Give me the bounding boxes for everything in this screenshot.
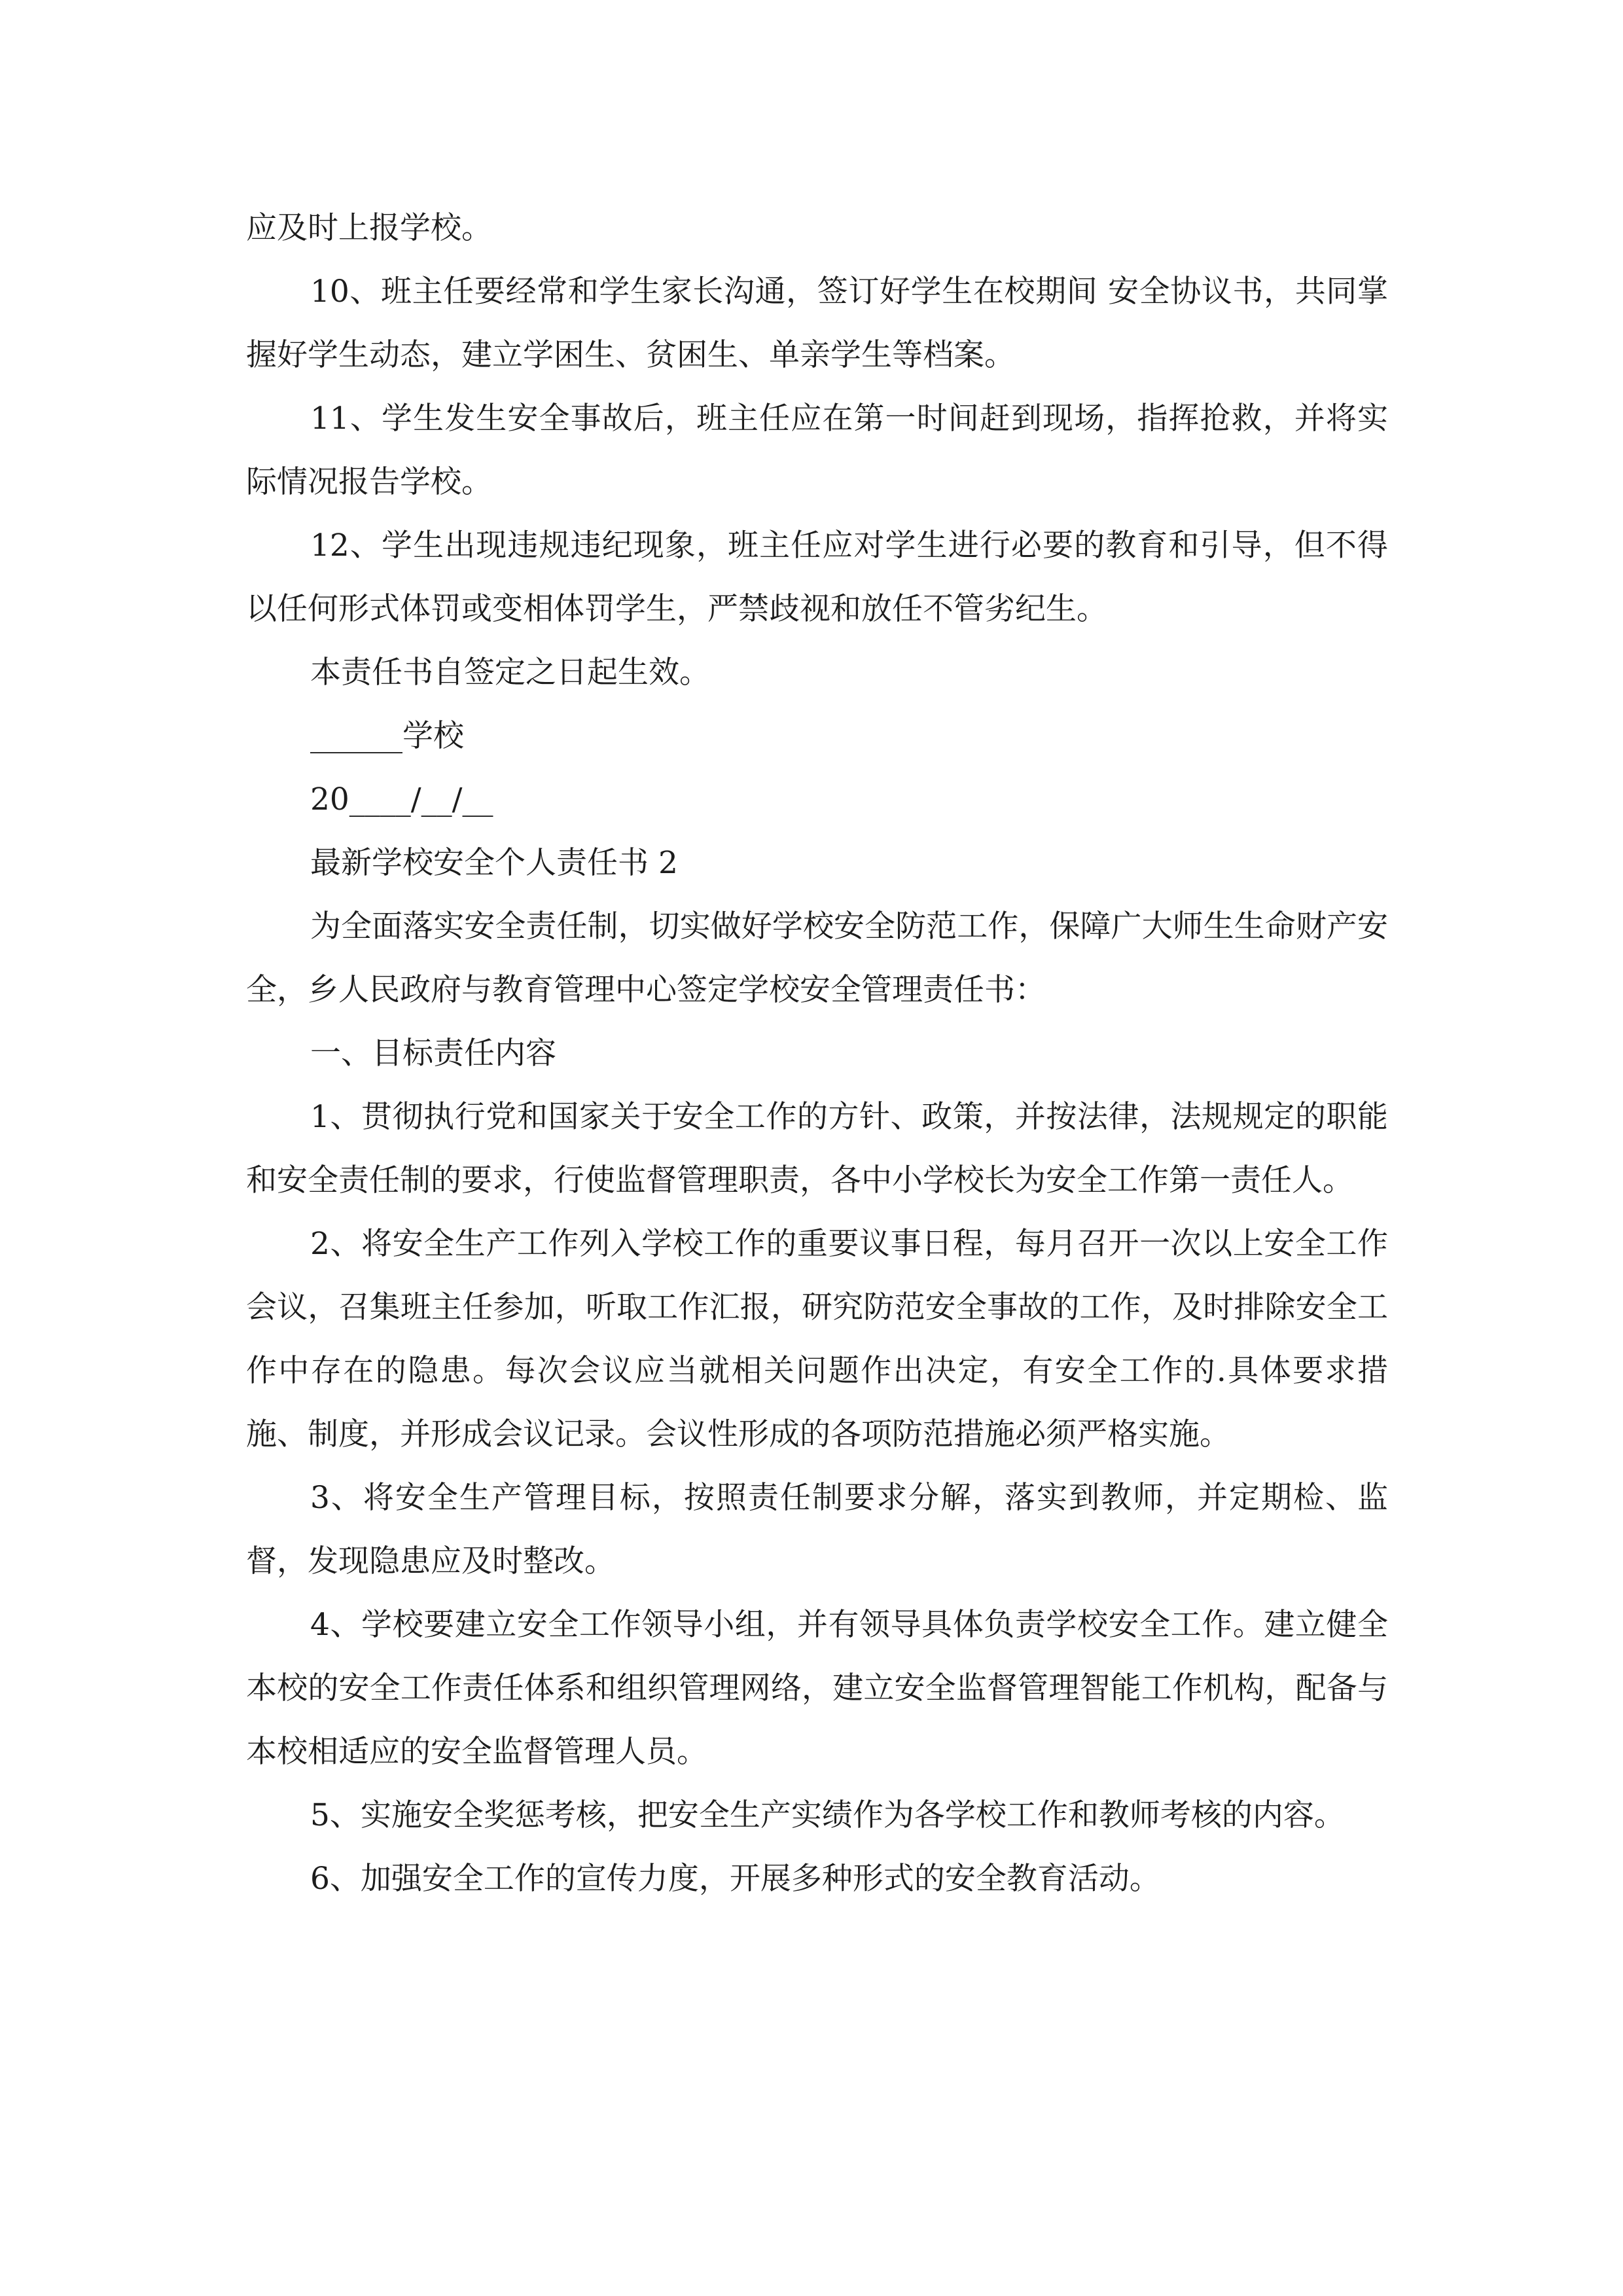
document-body [246,196,1388,1910]
paragraph-continuation: 应及时上报学校。 [246,210,492,246]
paragraph-goal-3: 3、将安全生产管理目标，按照责任制要求分解，落实到教师，并定期检、监督，发现隐患应及时整改。 [246,1480,1388,1579]
paragraph-effective-clause: 本责任书自签定之日起生效。 [310,655,710,691]
signature-date-line: 20____/__/__ [310,781,493,817]
paragraph-item-12: 12、学生出现违规违纪现象，班主任应对学生进行必要的教育和引导，但不得以任何形式体罚或变相体罚学生，严禁歧视和放任不管劣纪生。 [246,528,1388,627]
section-heading-document-2: 最新学校安全个人责任书 2 [310,845,678,881]
signature-school-line: ______学校 [310,718,464,754]
paragraph-goal-1: 1、贯彻执行党和国家关于安全工作的方针、政策，并按法律，法规规定的职能和安全责任制的要求，行使监督管理职责，各中小学校长为安全工作第一责任人。 [246,1099,1388,1198]
paragraph-item-10: 10、班主任要经常和学生家长沟通，签订好学生在校期间 安全协议书，共同掌握好学生动态，建立学困生、贫困生、单亲学生等档案。 [246,274,1388,373]
paragraph-goal-2: 2、将安全生产工作列入学校工作的重要议事日程，每月召开一次以上安全工作会议，召集班主任参加，听取工作汇报，研究防范安全事故的工作，及时排除安全工作中存在的隐患。每次会议应当就相关问题作出决定，有安全工作的.具体要求措施、制度，并形成会议记录。会议性形成的各项防范措施必须严格实施。 [246,1226,1388,1452]
paragraph-goal-4: 4、学校要建立安全工作领导小组，并有领导具体负责学校安全工作。建立健全本校的安全工作责任体系和组织管理网络，建立安全监督管理智能工作机构，配备与本校相适应的安全监督管理人员。 [246,1607,1388,1770]
paragraph-intro: 为全面落实安全责任制，切实做好学校安全防范工作，保障广大师生生命财产安全，乡人民政府与教育管理中心签定学校安全管理责任书： [246,908,1388,1008]
paragraph-item-11: 11、学生发生安全事故后，班主任应在第一时间赶到现场，指挥抢救，并将实际情况报告学校。 [246,401,1388,500]
paragraph-goal-6: 6、加强安全工作的宣传力度，开展多种形式的安全教育活动。 [310,1861,1160,1897]
section-heading-goals: 一、目标责任内容 [310,1035,556,1071]
paragraph-goal-5: 5、实施安全奖惩考核，把安全生产实绩作为各学校工作和教师考核的内容。 [310,1797,1345,1833]
